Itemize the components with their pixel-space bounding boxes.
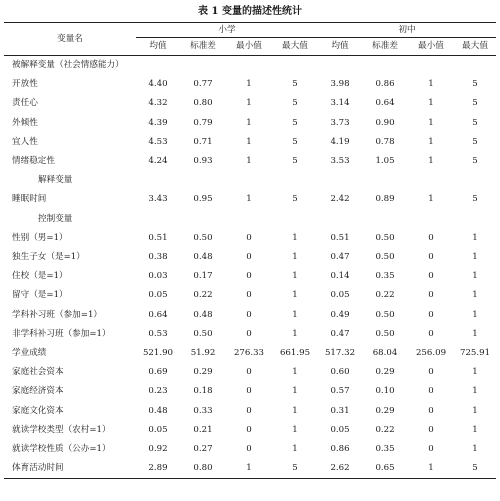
value-cell: 3.73 (330, 117, 350, 128)
value-cell: 4.39 (148, 117, 168, 128)
value-cell: 1 (472, 424, 478, 435)
value-cell: 1 (292, 405, 298, 416)
value-cell: 0.51 (330, 232, 350, 243)
value-cell: 0 (428, 386, 434, 397)
value-cell: 1 (292, 232, 298, 243)
value-cell: 0.23 (148, 386, 168, 397)
header-mean: 均值 (149, 41, 167, 51)
table-row (4, 152, 496, 171)
value-cell: 1 (292, 328, 298, 339)
section-label: 控制变量 (38, 213, 73, 224)
value-cell: 0.90 (375, 117, 395, 128)
value-cell: 1 (292, 444, 298, 455)
variable-name-cell: 开放性 (12, 79, 38, 90)
value-cell: 0.60 (330, 367, 350, 378)
value-cell: 5 (292, 194, 298, 205)
value-cell: 1 (292, 424, 298, 435)
value-cell: 5 (472, 156, 478, 167)
table-row (4, 75, 496, 94)
value-cell: 0.65 (362, 459, 408, 479)
value-cell: 0.17 (193, 271, 213, 282)
header-group-junior: 初中 (318, 23, 496, 38)
value-cell: 5 (292, 79, 298, 90)
value-cell: 0.50 (375, 232, 395, 243)
variable-name-cell: 就读学校性质（公办=1） (12, 444, 111, 455)
header-sd: 标准差 (372, 41, 398, 51)
value-cell: 0.22 (375, 290, 395, 301)
value-cell: 4.40 (148, 79, 168, 90)
variable-name-cell: 学业成绩 (12, 348, 47, 359)
value-cell: 1 (246, 156, 252, 167)
value-cell: 3.43 (148, 194, 168, 205)
value-cell: 5 (292, 156, 298, 167)
value-cell: 0 (428, 271, 434, 282)
value-cell: 2.62 (318, 459, 362, 479)
value-cell: 521.90 (142, 348, 174, 359)
table-row (4, 94, 496, 113)
value-cell: 3.14 (330, 98, 350, 109)
value-cell: 1 (472, 367, 478, 378)
table-row (4, 248, 496, 267)
value-cell: 0 (428, 328, 434, 339)
value-cell: 0.53 (148, 328, 168, 339)
section-label: 解释变量 (38, 175, 73, 186)
table-row (4, 190, 496, 209)
variable-name-cell: 外倾性 (12, 117, 38, 128)
variable-name-cell: 住校（是=1） (12, 271, 68, 282)
value-cell: 51.92 (190, 348, 216, 359)
value-cell: 0 (428, 232, 434, 243)
header-mean: 均值 (331, 41, 349, 51)
value-cell: 0.47 (330, 252, 350, 263)
value-cell: 0 (428, 444, 434, 455)
section-row (4, 56, 496, 76)
value-cell: 0.48 (193, 252, 213, 263)
header-min: 最小值 (418, 41, 444, 51)
value-cell: 68.04 (372, 348, 398, 359)
value-cell: 1 (292, 290, 298, 301)
table-caption: 表 1 变量的描述性统计 (198, 6, 302, 17)
value-cell: 0.35 (375, 271, 395, 282)
header-max: 最大值 (282, 41, 308, 51)
value-cell: 0.03 (148, 271, 168, 282)
value-cell: 1 (246, 98, 252, 109)
value-cell: 1 (472, 328, 478, 339)
value-cell: 0 (246, 309, 252, 320)
value-cell: 0.29 (193, 367, 213, 378)
header-variable-name: 变量名 (4, 23, 136, 56)
value-cell: 4.32 (148, 98, 168, 109)
value-cell: 0.51 (148, 232, 168, 243)
table-row (4, 267, 496, 286)
value-cell: 5 (454, 459, 496, 479)
value-cell: 256.09 (415, 348, 447, 359)
value-cell: 0.80 (180, 459, 226, 479)
section-row (4, 171, 496, 190)
variable-name-cell: 睡眠时间 (12, 194, 47, 205)
value-cell: 0.22 (193, 290, 213, 301)
value-cell: 0 (428, 252, 434, 263)
variable-name-cell: 家庭经济资本 (12, 386, 64, 397)
value-cell: 0.35 (375, 444, 395, 455)
value-cell: 725.91 (459, 348, 491, 359)
value-cell: 0.49 (330, 309, 350, 320)
value-cell: 0.89 (375, 194, 395, 205)
value-cell: 1 (292, 386, 298, 397)
table-row (4, 229, 496, 248)
value-cell: 0 (428, 290, 434, 301)
value-cell: 0.05 (330, 290, 350, 301)
value-cell: 0.71 (193, 136, 213, 147)
table-row (4, 440, 496, 459)
value-cell: 1 (428, 156, 434, 167)
variable-name-cell: 情绪稳定性 (12, 156, 55, 167)
value-cell: 0 (246, 386, 252, 397)
value-cell: 0.64 (375, 98, 395, 109)
value-cell: 0.86 (375, 79, 395, 90)
value-cell: 0.05 (148, 424, 168, 435)
table-row (4, 459, 496, 479)
value-cell: 1 (472, 232, 478, 243)
value-cell: 2.42 (330, 194, 350, 205)
table-row (4, 286, 496, 305)
value-cell: 4.24 (148, 156, 168, 167)
table-row (4, 363, 496, 382)
value-cell: 1 (428, 117, 434, 128)
value-cell: 0.05 (330, 424, 350, 435)
value-cell: 0 (246, 444, 252, 455)
variable-name-cell: 宜人性 (12, 136, 38, 147)
value-cell: 1 (246, 117, 252, 128)
variable-name-cell: 学科补习班（参加=1） (12, 309, 103, 320)
value-cell: 0.95 (193, 194, 213, 205)
table-row (4, 114, 496, 133)
value-cell: 0.47 (330, 328, 350, 339)
value-cell: 0.21 (193, 424, 213, 435)
value-cell: 0.50 (375, 309, 395, 320)
value-cell: 0 (246, 405, 252, 416)
value-cell: 5 (272, 459, 318, 479)
value-cell: 5 (292, 136, 298, 147)
variable-name-cell: 非学科补习班（参加=1） (12, 328, 111, 339)
value-cell: 0.93 (193, 156, 213, 167)
value-cell: 0.80 (193, 98, 213, 109)
table-row (4, 402, 496, 421)
value-cell: 517.32 (324, 348, 356, 359)
variable-name-cell: 家庭文化资本 (12, 405, 64, 416)
value-cell: 0.50 (193, 232, 213, 243)
value-cell: 0.05 (148, 290, 168, 301)
value-cell: 5 (472, 98, 478, 109)
value-cell: 5 (292, 117, 298, 128)
value-cell: 1 (292, 309, 298, 320)
value-cell: 0 (428, 405, 434, 416)
value-cell: 0 (246, 424, 252, 435)
variable-name-cell: 就读学校类型（农村=1） (12, 424, 111, 435)
value-cell: 4.53 (148, 136, 168, 147)
value-cell: 0.29 (375, 367, 395, 378)
value-cell: 276.33 (233, 348, 265, 359)
value-cell: 5 (472, 136, 478, 147)
value-cell: 0 (428, 424, 434, 435)
value-cell: 1 (408, 459, 454, 479)
value-cell: 1 (428, 98, 434, 109)
header-row-groups (4, 23, 496, 38)
value-cell: 5 (472, 194, 478, 205)
value-cell: 0.79 (193, 117, 213, 128)
value-cell: 1 (292, 252, 298, 263)
table-row (4, 306, 496, 325)
value-cell: 4.19 (330, 136, 350, 147)
value-cell: 0.86 (330, 444, 350, 455)
value-cell: 661.95 (279, 348, 311, 359)
value-cell: 0 (246, 232, 252, 243)
table-row (4, 382, 496, 401)
variable-name-cell: 留守（是=1） (12, 290, 68, 301)
value-cell: 2.89 (136, 459, 180, 479)
value-cell: 1 (472, 386, 478, 397)
header-group-primary: 小学 (136, 23, 318, 38)
value-cell: 1 (292, 367, 298, 378)
value-cell: 5 (292, 98, 298, 109)
header-sd: 标准差 (190, 41, 216, 51)
value-cell: 0 (246, 367, 252, 378)
table-body (4, 56, 496, 479)
value-cell: 1 (292, 271, 298, 282)
section-label: 被解释变量（社会情感能力） (12, 60, 124, 70)
value-cell: 1 (428, 194, 434, 205)
value-cell: 0.92 (148, 444, 168, 455)
value-cell: 1 (246, 136, 252, 147)
variable-name-cell: 责任心 (12, 98, 38, 109)
value-cell: 1 (472, 444, 478, 455)
value-cell: 1 (428, 136, 434, 147)
header-max: 最大值 (462, 41, 488, 51)
value-cell: 0.48 (193, 309, 213, 320)
section-row (4, 210, 496, 229)
value-cell: 0.29 (375, 405, 395, 416)
value-cell: 1 (246, 194, 252, 205)
variable-name-cell: 独生子女（是=1） (12, 252, 85, 263)
value-cell: 0.48 (148, 405, 168, 416)
value-cell: 0.14 (330, 271, 350, 282)
value-cell: 0.57 (330, 386, 350, 397)
value-cell: 0.33 (193, 405, 213, 416)
value-cell: 1 (226, 459, 272, 479)
value-cell: 0.18 (193, 386, 213, 397)
table-row (4, 133, 496, 152)
value-cell: 3.98 (330, 79, 350, 90)
value-cell: 0.50 (375, 252, 395, 263)
value-cell: 0 (428, 309, 434, 320)
value-cell: 0.31 (330, 405, 350, 416)
value-cell: 0.77 (193, 79, 213, 90)
value-cell: 1 (472, 309, 478, 320)
value-cell: 0.38 (148, 252, 168, 263)
value-cell: 0.10 (375, 386, 395, 397)
value-cell: 0.78 (375, 136, 395, 147)
value-cell: 3.53 (330, 156, 350, 167)
table-row (4, 325, 496, 344)
value-cell: 0.50 (375, 328, 395, 339)
value-cell: 0.50 (193, 328, 213, 339)
table-row (4, 344, 496, 363)
value-cell: 0 (246, 271, 252, 282)
table-row (4, 421, 496, 440)
value-cell: 5 (472, 117, 478, 128)
value-cell: 0 (246, 328, 252, 339)
variable-name-cell: 体育活动时间 (4, 459, 136, 479)
value-cell: 5 (472, 79, 478, 90)
descriptive-stats-table (4, 22, 496, 479)
value-cell: 0 (428, 367, 434, 378)
header-min: 最小值 (236, 41, 262, 51)
variable-name-cell: 性别（男=1） (12, 232, 68, 243)
value-cell: 1.05 (375, 156, 395, 167)
value-cell: 1 (472, 271, 478, 282)
value-cell: 0 (246, 290, 252, 301)
value-cell: 0.22 (375, 424, 395, 435)
value-cell: 0.27 (193, 444, 213, 455)
variable-name-cell: 家庭社会资本 (12, 367, 64, 378)
value-cell: 1 (246, 79, 252, 90)
value-cell: 0 (246, 252, 252, 263)
value-cell: 0.64 (148, 309, 168, 320)
value-cell: 1 (472, 252, 478, 263)
value-cell: 1 (472, 290, 478, 301)
value-cell: 1 (472, 405, 478, 416)
value-cell: 1 (428, 79, 434, 90)
value-cell: 0.69 (148, 367, 168, 378)
